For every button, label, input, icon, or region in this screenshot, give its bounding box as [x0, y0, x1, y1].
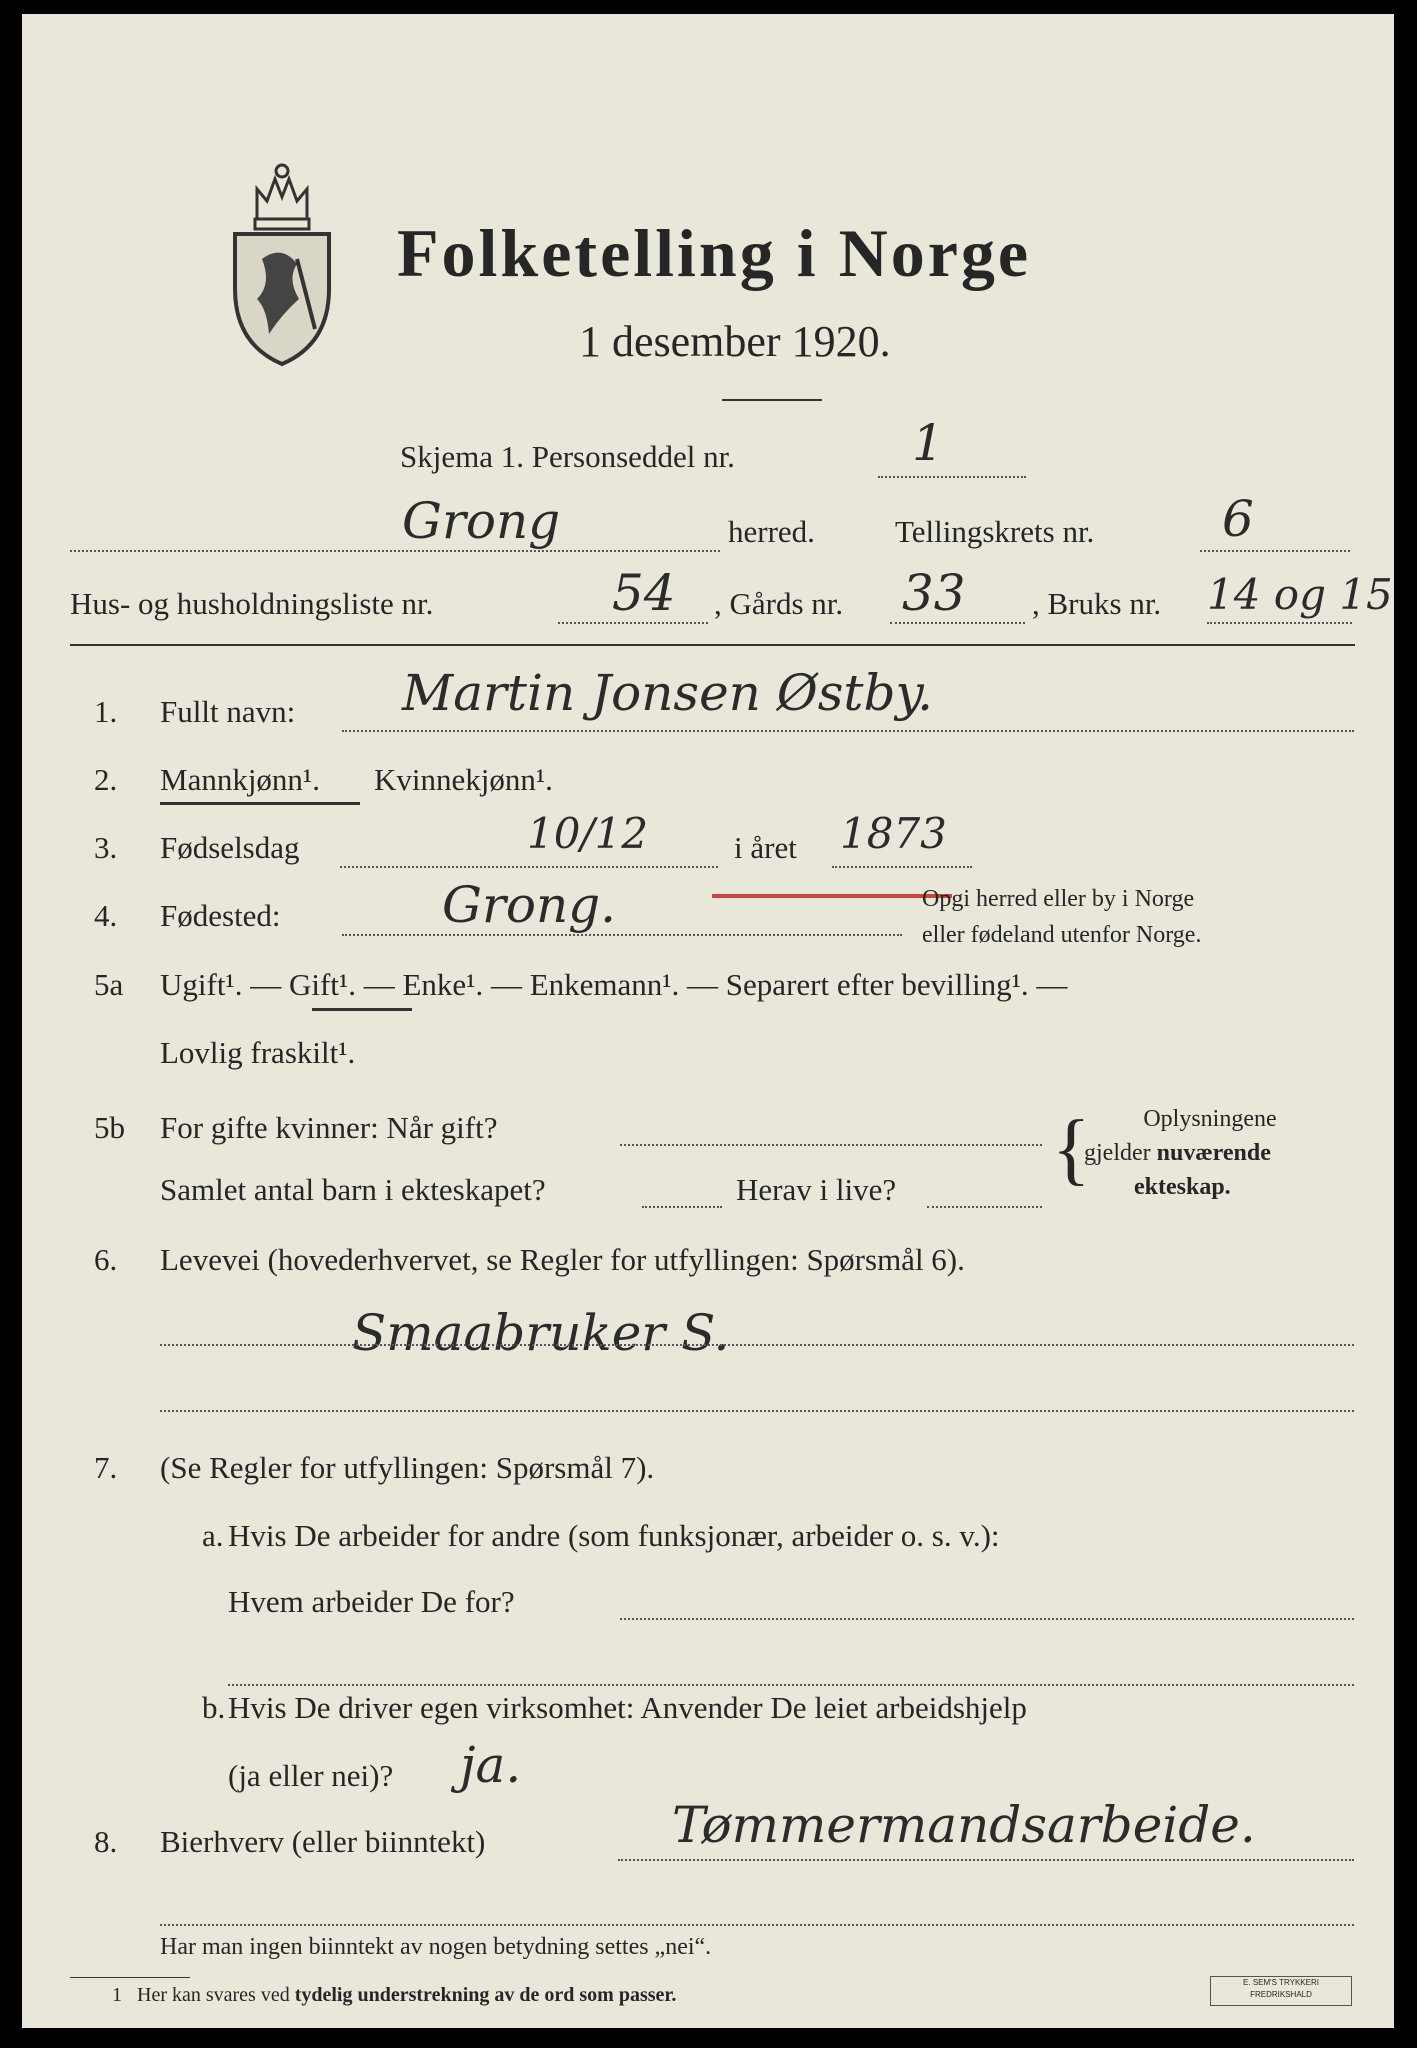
personseddel-value[interactable]: 1	[912, 414, 944, 472]
herred-label: herred.	[728, 514, 815, 549]
q3-day-line	[340, 866, 718, 868]
q7b-value[interactable]: ja.	[460, 1736, 522, 1794]
herred-line	[70, 550, 720, 552]
bruks-line	[1207, 622, 1352, 624]
q4-label: Fødested:	[160, 898, 281, 933]
q3-year-value[interactable]: 1873	[840, 809, 947, 858]
form-title: Folketelling i Norge	[397, 215, 1032, 291]
q1-number: 1.	[94, 694, 118, 729]
q5a-options[interactable]: Ugift¹. — Gift¹. — Enke¹. — Enkemann¹. — Separert efter bevilling¹. —	[160, 967, 1068, 1002]
q6-label: Levevei (hovederhvervet, se Regler for utfyllingen: Spørsmål 6).	[160, 1242, 965, 1277]
q1-line	[342, 730, 1354, 732]
q7a-line2	[228, 1684, 1354, 1686]
q5b-when-label: For gifte kvinner: Når gift?	[160, 1110, 498, 1145]
q5b-when-line	[620, 1144, 1042, 1146]
gards-line	[890, 622, 1025, 624]
q4-note-line2: eller fødeland utenfor Norge.	[922, 922, 1202, 948]
bruks-value[interactable]: 14 og 15	[1207, 570, 1393, 619]
gards-label: , Gårds nr.	[714, 586, 844, 621]
q3-year-label: i året	[734, 830, 797, 865]
q7a-line1	[620, 1618, 1354, 1620]
q5b-brace: {	[1052, 1105, 1091, 1193]
q6-line2	[160, 1410, 1354, 1412]
husliste-value[interactable]: 54	[612, 564, 676, 622]
q5a-number: 5a	[94, 967, 124, 1002]
q4-number: 4.	[94, 898, 118, 933]
q2-number: 2.	[94, 762, 118, 797]
bruks-label: , Bruks nr.	[1032, 586, 1162, 621]
q5b-number: 5b	[94, 1110, 125, 1145]
tellingskrets-line	[1200, 550, 1350, 552]
q3-number: 3.	[94, 830, 118, 865]
q2-option-male[interactable]: Mannkjønn¹.	[160, 762, 320, 797]
q5b-note-line3: ekteskap.	[1134, 1174, 1231, 1200]
q5b-alive-line	[927, 1206, 1042, 1208]
q8-line1	[618, 1859, 1354, 1861]
q5b-children-line	[642, 1206, 722, 1208]
q2-option-female[interactable]: Kvinnekjønn¹.	[374, 762, 553, 797]
q7-label: (Se Regler for utfyllingen: Spørsmål 7).	[160, 1450, 655, 1485]
q7b-label: Hvis De driver egen virksomhet: Anvender De leiet arbeidshjelp	[228, 1690, 1027, 1725]
form-date: 1 desember 1920.	[579, 317, 891, 366]
q8-number: 8.	[94, 1824, 118, 1859]
tellingskrets-value[interactable]: 6	[1222, 490, 1254, 548]
husliste-label: Hus- og husholdningsliste nr.	[70, 586, 434, 621]
q5b-children-label: Samlet antal barn i ekteskapet?	[160, 1172, 546, 1207]
q5b-alive-label: Herav i live?	[736, 1172, 897, 1207]
q7b-letter: b.	[202, 1690, 226, 1725]
herred-value[interactable]: Grong	[402, 492, 561, 550]
printer-stamp: E. SEM'S TRYKKERI FREDRIKSHALD	[1210, 1976, 1352, 2006]
q5a-gift-underline	[312, 1008, 412, 1011]
q7a-label: Hvis De arbeider for andre (som funksjonær, arbeider o. s. v.):	[228, 1518, 1000, 1553]
q7a-letter: a.	[202, 1518, 224, 1553]
census-form	[22, 14, 1394, 2028]
q8-label: Bierhverv (eller biinntekt)	[160, 1824, 486, 1859]
q4-line	[342, 934, 902, 936]
footnote: 1 Her kan svares ved tydelig understrekning av de ord som passer.	[112, 1984, 677, 2006]
gards-value[interactable]: 33	[902, 564, 966, 622]
husliste-line	[558, 622, 708, 624]
header-rule	[70, 644, 1355, 646]
q6-value[interactable]: Smaabruker S.	[352, 1304, 730, 1362]
coat-of-arms-icon	[227, 149, 337, 369]
q7b-sub-label: (ja eller nei)?	[228, 1758, 394, 1793]
schema-label: Skjema 1. Personseddel nr.	[400, 439, 735, 474]
q1-value[interactable]: Martin Jonsen Østby.	[402, 664, 934, 722]
tellingskrets-label: Tellingskrets nr.	[895, 514, 1095, 549]
footnote-rule	[70, 1977, 190, 1978]
q5a-options-line2[interactable]: Lovlig fraskilt¹.	[160, 1035, 356, 1070]
q3-year-line	[832, 866, 972, 868]
q7-number: 7.	[94, 1450, 118, 1485]
title-divider	[722, 399, 822, 401]
red-strike-mark	[712, 894, 952, 898]
q6-line1	[160, 1344, 1354, 1346]
q3-day-value[interactable]: 10/12	[527, 809, 649, 858]
personseddel-line	[878, 476, 1026, 478]
q8-value[interactable]: Tømmermandsarbeide.	[672, 1796, 1256, 1854]
q3-label: Fødselsdag	[160, 830, 300, 865]
q5b-note-line2: gjelder nuværende	[1084, 1140, 1271, 1166]
bottom-note: Har man ingen biinntekt av nogen betydning settes „nei“.	[160, 1934, 712, 1960]
q1-label: Fullt navn:	[160, 694, 296, 729]
q7a-sub-label: Hvem arbeider De for?	[228, 1584, 515, 1619]
q4-value[interactable]: Grong.	[442, 876, 617, 934]
q4-note-line1: Opgi herred eller by i Norge	[922, 886, 1195, 912]
q6-number: 6.	[94, 1242, 118, 1277]
q2-male-underline	[160, 802, 360, 805]
q8-line2	[160, 1924, 1354, 1926]
q5b-note-line1: Oplysningene	[1143, 1106, 1277, 1132]
